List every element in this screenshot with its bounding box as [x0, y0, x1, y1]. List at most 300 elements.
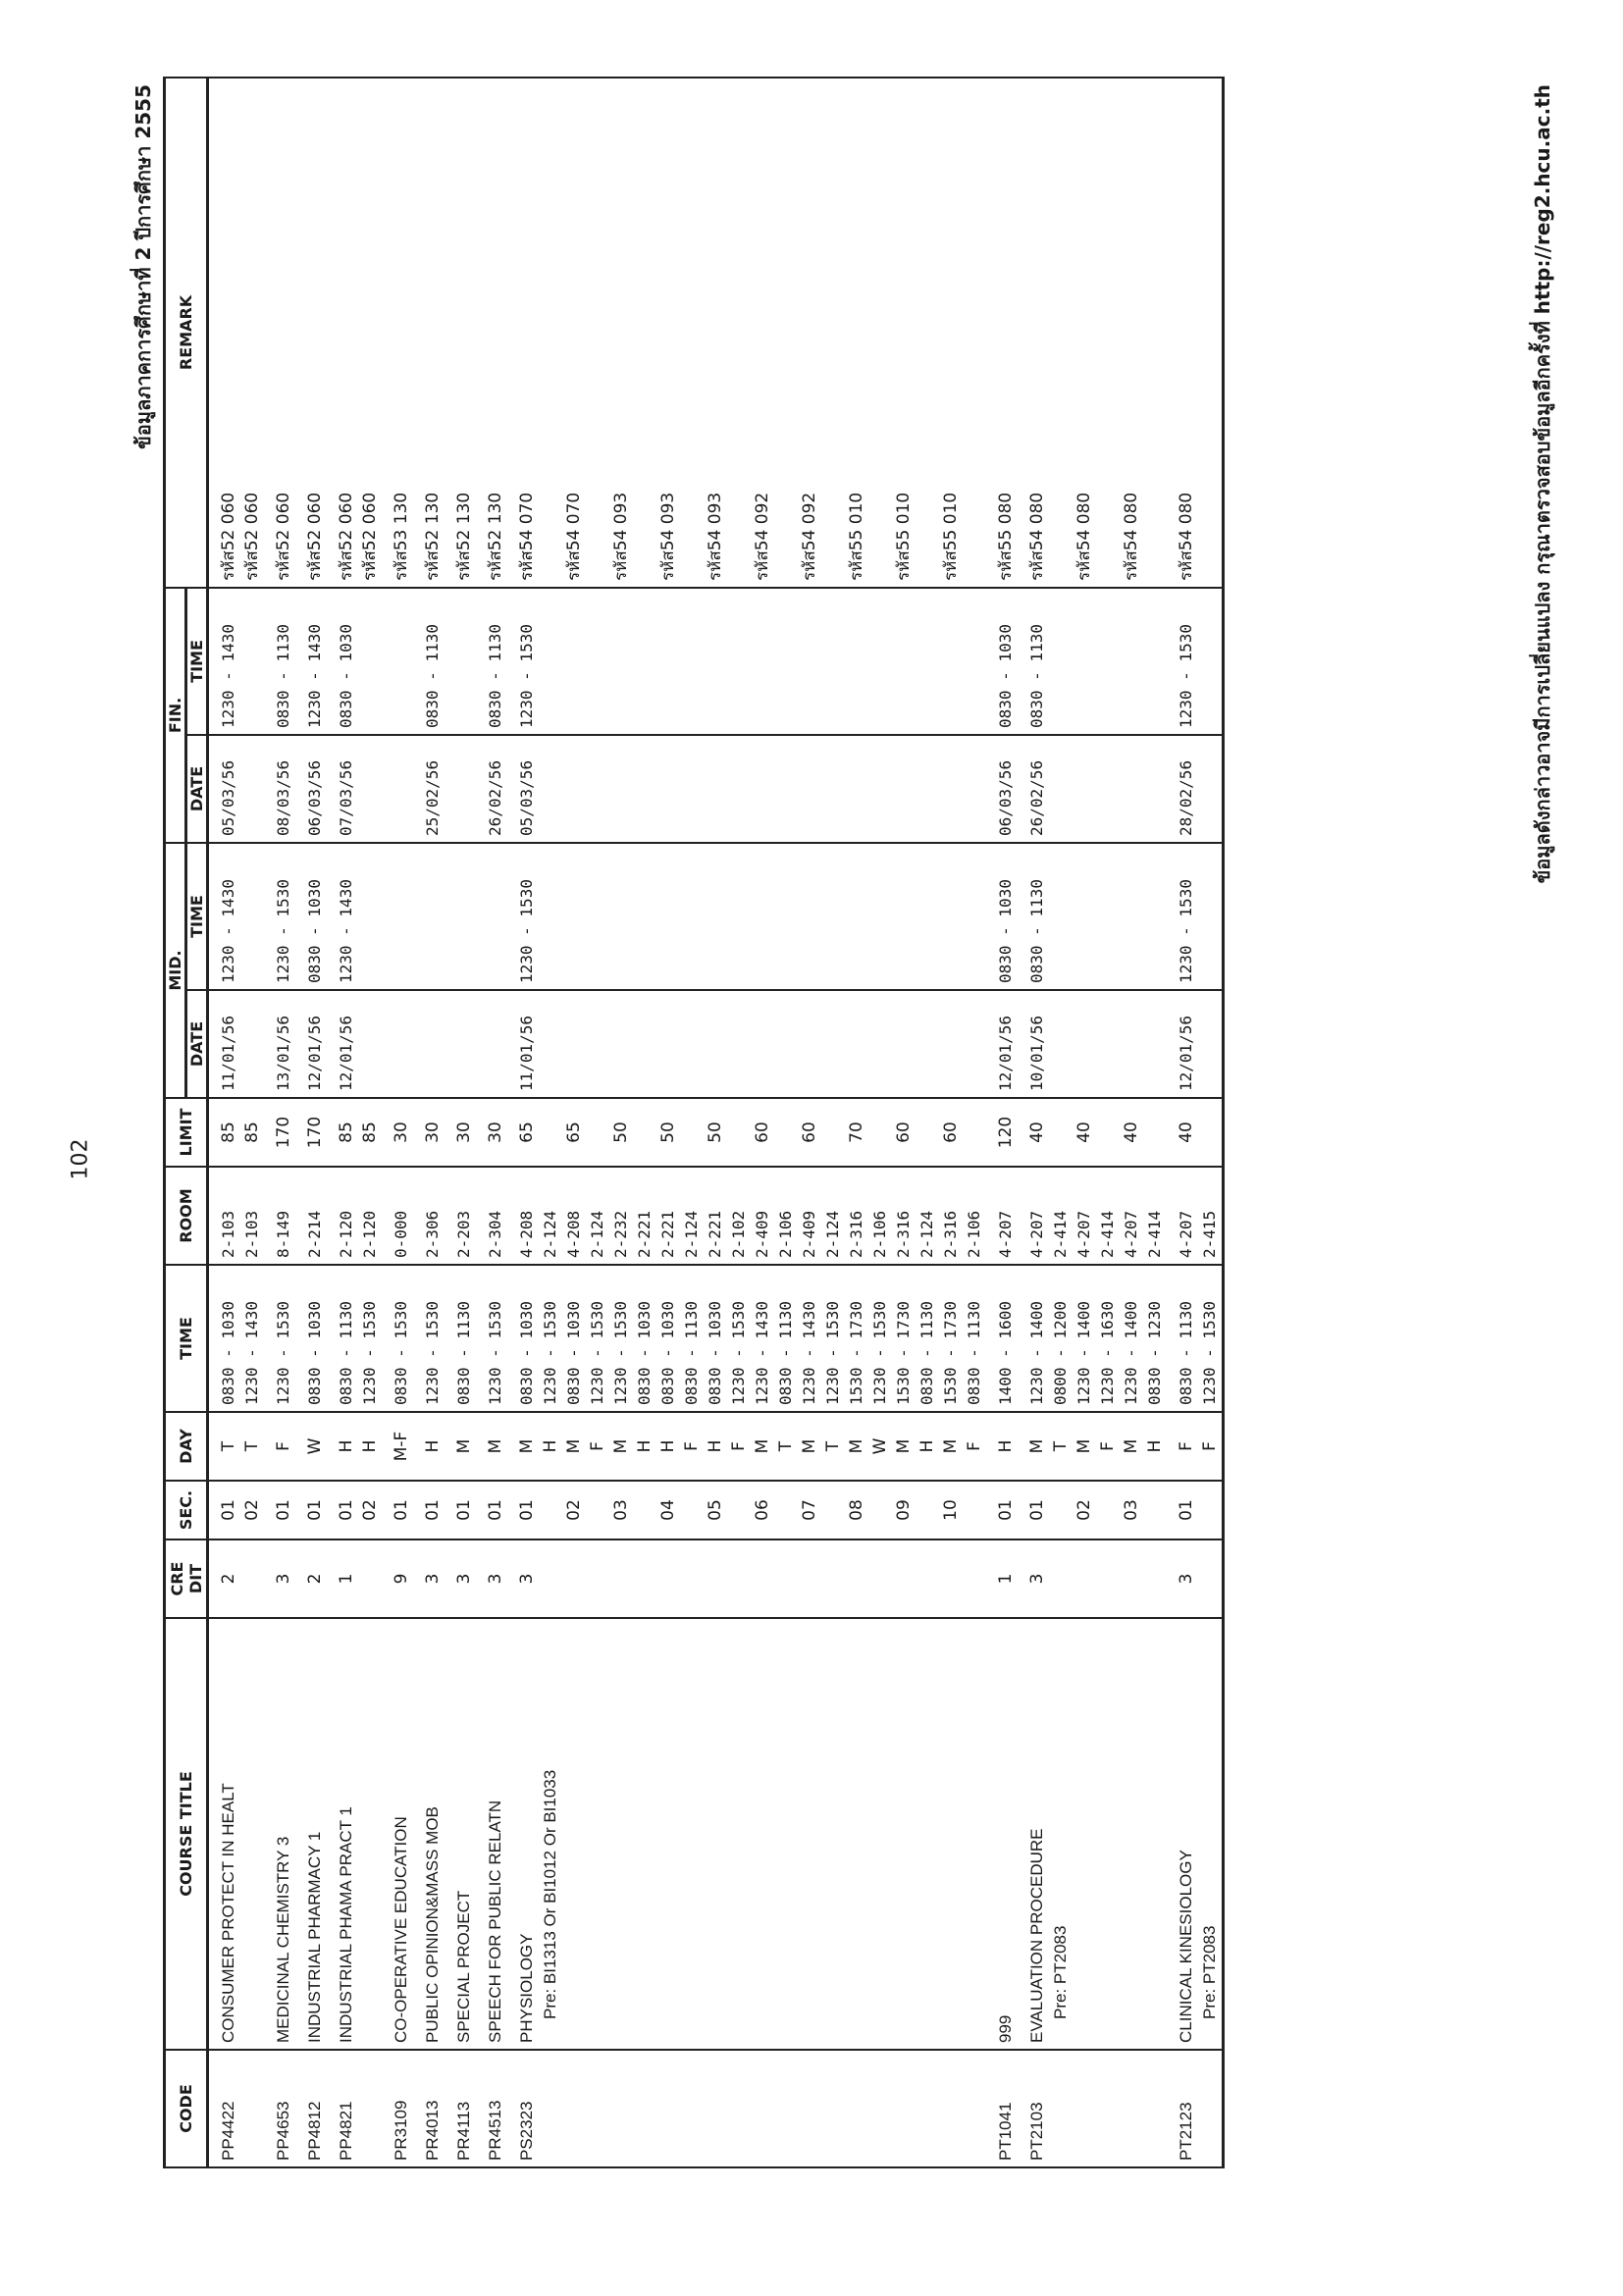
- cell-room: 2-316: [939, 1167, 963, 1265]
- cell-sec: [963, 1481, 986, 1539]
- cell-fin-date: [868, 735, 892, 843]
- cell-mid-time: 0830 - 1030: [986, 843, 1018, 990]
- table-row: [586, 78, 609, 2167]
- cell-fin-time: [656, 588, 680, 735]
- cell-limit: [916, 1098, 939, 1167]
- cell-credit: [656, 1539, 680, 1618]
- cell-title: PHYSIOLOGY: [507, 1618, 539, 2050]
- cell-mid-time: [1120, 843, 1143, 990]
- cell-mid-time: [939, 843, 963, 990]
- cell-remark: [539, 78, 562, 588]
- cell-room: 2-304: [476, 1167, 507, 1265]
- cell-sec: [1143, 1481, 1167, 1539]
- cell-code: [704, 2050, 727, 2167]
- table-row: [1198, 78, 1224, 2167]
- cell-limit: [774, 1098, 798, 1167]
- cell-room: 2-221: [656, 1167, 680, 1265]
- cell-day: F: [586, 1412, 609, 1481]
- cell-mid-time: [413, 843, 445, 990]
- cell-day: M: [445, 1412, 476, 1481]
- col-time-header: TIME: [165, 1265, 208, 1412]
- cell-mid-time: [774, 843, 798, 990]
- cell-room: 2-414: [1143, 1167, 1167, 1265]
- cell-sec: 01: [476, 1481, 507, 1539]
- cell-remark: รหัส54 080: [1167, 78, 1198, 588]
- cell-fin-date: [382, 735, 413, 843]
- cell-remark: [1049, 78, 1073, 588]
- cell-mid-date: 13/01/56: [264, 990, 295, 1098]
- cell-time: 1230 - 1530: [609, 1265, 633, 1412]
- cell-credit: [633, 1539, 656, 1618]
- cell-credit: 3: [507, 1539, 539, 1618]
- cell-mid-date: [562, 990, 586, 1098]
- cell-fin-time: [727, 588, 751, 735]
- cell-remark: [774, 78, 798, 588]
- table-row: [1049, 78, 1073, 2167]
- page-number: 102: [68, 1138, 93, 1180]
- cell-fin-date: [1073, 735, 1096, 843]
- cell-mid-time: [821, 843, 845, 990]
- cell-fin-time: 0830 - 1130: [1018, 588, 1049, 735]
- cell-limit: 30: [382, 1098, 413, 1167]
- cell-limit: [586, 1098, 609, 1167]
- cell-room: 2-214: [295, 1167, 327, 1265]
- cell-fin-date: [1049, 735, 1073, 843]
- cell-mid-date: [680, 990, 704, 1098]
- cell-title: EVALUATION PROCEDURE: [1018, 1618, 1049, 2050]
- cell-fin-time: [821, 588, 845, 735]
- cell-sec: 01: [986, 1481, 1018, 1539]
- cell-day: M: [1120, 1412, 1143, 1481]
- cell-code: [586, 2050, 609, 2167]
- cell-room: 2-124: [680, 1167, 704, 1265]
- cell-mid-time: [633, 843, 656, 990]
- cell-remark: [868, 78, 892, 588]
- cell-mid-time: [382, 843, 413, 990]
- cell-room: 2-103: [240, 1167, 264, 1265]
- cell-room: 2-102: [727, 1167, 751, 1265]
- cell-day: T: [1049, 1412, 1073, 1481]
- cell-room: 0-000: [382, 1167, 413, 1265]
- cell-mid-date: 11/01/56: [507, 990, 539, 1098]
- cell-day: H: [633, 1412, 656, 1481]
- cell-title: [1143, 1618, 1167, 2050]
- cell-credit: [845, 1539, 868, 1618]
- cell-fin-date: [704, 735, 727, 843]
- cell-title: [868, 1618, 892, 2050]
- table-row: [986, 78, 1018, 2167]
- col-remark-header: REMARK: [165, 78, 208, 588]
- cell-day: H: [358, 1412, 382, 1481]
- cell-day: T: [208, 1412, 241, 1481]
- cell-fin-time: [892, 588, 916, 735]
- table-row: [1073, 78, 1096, 2167]
- cell-time: 0830 - 1030: [507, 1265, 539, 1412]
- cell-remark: รหัส54 070: [507, 78, 539, 588]
- cell-room: 4-207: [1120, 1167, 1143, 1265]
- cell-fin-time: [963, 588, 986, 735]
- cell-room: 4-207: [1018, 1167, 1049, 1265]
- cell-fin-date: 07/03/56: [327, 735, 358, 843]
- cell-limit: 50: [656, 1098, 680, 1167]
- cell-mid-date: [445, 990, 476, 1098]
- cell-sec: 01: [208, 1481, 241, 1539]
- cell-limit: 65: [562, 1098, 586, 1167]
- cell-limit: [1049, 1098, 1073, 1167]
- cell-room: 2-106: [868, 1167, 892, 1265]
- cell-day: M: [1073, 1412, 1096, 1481]
- table-row: [1120, 78, 1143, 2167]
- cell-fin-time: [868, 588, 892, 735]
- cell-sec: [680, 1481, 704, 1539]
- cell-sec: 01: [413, 1481, 445, 1539]
- cell-mid-date: [1049, 990, 1073, 1098]
- col-mid-date-header: DATE: [186, 990, 208, 1098]
- cell-room: 4-207: [986, 1167, 1018, 1265]
- cell-title: [656, 1618, 680, 2050]
- cell-sec: [821, 1481, 845, 1539]
- cell-sec: 01: [507, 1481, 539, 1539]
- cell-mid-time: [1096, 843, 1120, 990]
- cell-mid-time: [1049, 843, 1073, 990]
- cell-mid-date: [939, 990, 963, 1098]
- cell-time: 1230 - 1430: [798, 1265, 821, 1412]
- cell-sec: 05: [704, 1481, 727, 1539]
- cell-time: 1230 - 1630: [1096, 1265, 1120, 1412]
- cell-title: INDUSTRIAL PHARMACY 1: [295, 1618, 327, 2050]
- cell-limit: [680, 1098, 704, 1167]
- cell-fin-time: [1120, 588, 1143, 735]
- cell-sec: [1049, 1481, 1073, 1539]
- cell-sec: 01: [295, 1481, 327, 1539]
- cell-room: 8-149: [264, 1167, 295, 1265]
- cell-fin-time: 1230 - 1530: [507, 588, 539, 735]
- cell-remark: [916, 78, 939, 588]
- cell-mid-time: [892, 843, 916, 990]
- cell-sec: [1096, 1481, 1120, 1539]
- cell-remark: รหัส54 080: [1120, 78, 1143, 588]
- cell-remark: รหัส55 010: [845, 78, 868, 588]
- cell-mid-date: [821, 990, 845, 1098]
- cell-fin-date: [656, 735, 680, 843]
- cell-fin-date: [609, 735, 633, 843]
- cell-title: [562, 1618, 586, 2050]
- cell-sec: 04: [656, 1481, 680, 1539]
- cell-time: 0830 - 1030: [633, 1265, 656, 1412]
- cell-time: 1400 - 1600: [986, 1265, 1018, 1412]
- table-row: [916, 78, 939, 2167]
- cell-sec: [727, 1481, 751, 1539]
- cell-day: T: [774, 1412, 798, 1481]
- cell-credit: [1096, 1539, 1120, 1618]
- cell-credit: 3: [1167, 1539, 1198, 1618]
- cell-limit: 85: [327, 1098, 358, 1167]
- table-row: [727, 78, 751, 2167]
- cell-fin-date: [939, 735, 963, 843]
- cell-room: 2-316: [845, 1167, 868, 1265]
- cell-room: 2-409: [751, 1167, 774, 1265]
- cell-mid-time: [586, 843, 609, 990]
- cell-day: F: [963, 1412, 986, 1481]
- cell-sec: 01: [264, 1481, 295, 1539]
- cell-mid-time: [1198, 843, 1224, 990]
- table-row: [868, 78, 892, 2167]
- cell-day: F: [1198, 1412, 1224, 1481]
- cell-room: 2-120: [327, 1167, 358, 1265]
- cell-day: F: [264, 1412, 295, 1481]
- cell-time: 1230 - 1400: [1120, 1265, 1143, 1412]
- table-row: [1018, 78, 1049, 2167]
- cell-day: M: [892, 1412, 916, 1481]
- cell-code: PP4821: [327, 2050, 358, 2167]
- cell-mid-date: [1073, 990, 1096, 1098]
- cell-sec: 03: [609, 1481, 633, 1539]
- cell-credit: 2: [208, 1539, 241, 1618]
- cell-fin-time: 1230 - 1430: [295, 588, 327, 735]
- cell-room: 2-409: [798, 1167, 821, 1265]
- cell-code: PT1041: [986, 2050, 1018, 2167]
- cell-day: H: [539, 1412, 562, 1481]
- cell-code: [963, 2050, 986, 2167]
- cell-fin-date: [633, 735, 656, 843]
- col-fin-header: FIN.: [165, 588, 186, 843]
- cell-credit: [1049, 1539, 1073, 1618]
- cell-credit: [358, 1539, 382, 1618]
- semester-header-text: ข้อมูลภาคการศึกษาที่ 2 ปีการศึกษา 2555: [131, 84, 155, 449]
- cell-mid-date: [1096, 990, 1120, 1098]
- cell-sec: [586, 1481, 609, 1539]
- cell-limit: 30: [413, 1098, 445, 1167]
- cell-fin-date: [358, 735, 382, 843]
- cell-code: PR4113: [445, 2050, 476, 2167]
- cell-remark: [821, 78, 845, 588]
- cell-room: 2-316: [892, 1167, 916, 1265]
- cell-time: 1230 - 1400: [1073, 1265, 1096, 1412]
- cell-mid-date: [774, 990, 798, 1098]
- cell-code: [727, 2050, 751, 2167]
- cell-credit: 3: [413, 1539, 445, 1618]
- cell-mid-time: [680, 843, 704, 990]
- cell-title: CLINICAL KINESIOLOGY: [1167, 1618, 1198, 2050]
- table-row: [751, 78, 774, 2167]
- cell-day: F: [1167, 1412, 1198, 1481]
- table-row: [264, 78, 295, 2167]
- cell-day: M: [751, 1412, 774, 1481]
- cell-mid-date: [798, 990, 821, 1098]
- cell-credit: [680, 1539, 704, 1618]
- cell-title: Pre: PT2083: [1198, 1618, 1224, 2050]
- cell-fin-date: [774, 735, 798, 843]
- cell-sec: [539, 1481, 562, 1539]
- cell-code: [845, 2050, 868, 2167]
- cell-room: 2-120: [358, 1167, 382, 1265]
- cell-code: PP4653: [264, 2050, 295, 2167]
- cell-title: [1096, 1618, 1120, 2050]
- cell-code: [868, 2050, 892, 2167]
- cell-day: M: [507, 1412, 539, 1481]
- cell-mid-time: [868, 843, 892, 990]
- table-row: [327, 78, 358, 2167]
- cell-credit: [751, 1539, 774, 1618]
- cell-sec: 02: [1073, 1481, 1096, 1539]
- cell-code: [609, 2050, 633, 2167]
- cell-fin-date: 06/03/56: [295, 735, 327, 843]
- cell-room: 2-124: [539, 1167, 562, 1265]
- cell-mid-date: [382, 990, 413, 1098]
- cell-remark: รหัส52 060: [295, 78, 327, 588]
- cell-room: 2-414: [1096, 1167, 1120, 1265]
- cell-code: [798, 2050, 821, 2167]
- cell-sec: 03: [1120, 1481, 1143, 1539]
- cell-fin-date: [240, 735, 264, 843]
- cell-remark: รหัส52 060: [240, 78, 264, 588]
- cell-credit: [704, 1539, 727, 1618]
- cell-mid-date: 12/01/56: [986, 990, 1018, 1098]
- cell-credit: 1: [327, 1539, 358, 1618]
- cell-fin-date: [751, 735, 774, 843]
- cell-mid-date: [704, 990, 727, 1098]
- cell-credit: [727, 1539, 751, 1618]
- cell-limit: 85: [240, 1098, 264, 1167]
- cell-credit: [240, 1539, 264, 1618]
- cell-mid-time: [562, 843, 586, 990]
- table-row: [1096, 78, 1120, 2167]
- cell-code: PT2123: [1167, 2050, 1198, 2167]
- cell-limit: 60: [939, 1098, 963, 1167]
- cell-mid-time: [1143, 843, 1167, 990]
- cell-credit: [939, 1539, 963, 1618]
- cell-credit: 9: [382, 1539, 413, 1618]
- cell-code: PT2103: [1018, 2050, 1049, 2167]
- cell-fin-time: [751, 588, 774, 735]
- cell-remark: รหัส52 060: [208, 78, 241, 588]
- cell-fin-date: 26/02/56: [1018, 735, 1049, 843]
- cell-room: 2-106: [963, 1167, 986, 1265]
- cell-time: 0830 - 1030: [704, 1265, 727, 1412]
- table-row: [476, 78, 507, 2167]
- cell-sec: 09: [892, 1481, 916, 1539]
- table-row: [633, 78, 656, 2167]
- table-row: [445, 78, 476, 2167]
- table-row: [358, 78, 382, 2167]
- cell-fin-time: [774, 588, 798, 735]
- cell-code: [633, 2050, 656, 2167]
- cell-credit: [774, 1539, 798, 1618]
- cell-fin-time: [562, 588, 586, 735]
- cell-day: M: [1018, 1412, 1049, 1481]
- cell-mid-date: [1198, 990, 1224, 1098]
- cell-remark: รหัส55 010: [939, 78, 963, 588]
- cell-remark: รหัส52 130: [445, 78, 476, 588]
- cell-time: 1230 - 1530: [413, 1265, 445, 1412]
- cell-fin-time: [939, 588, 963, 735]
- cell-title: [609, 1618, 633, 2050]
- cell-room: 2-221: [704, 1167, 727, 1265]
- cell-credit: [539, 1539, 562, 1618]
- cell-time: 0830 - 1030: [208, 1265, 241, 1412]
- cell-mid-date: [240, 990, 264, 1098]
- cell-time: 0830 - 1030: [562, 1265, 586, 1412]
- cell-code: PR3109: [382, 2050, 413, 2167]
- cell-title: [633, 1618, 656, 2050]
- cell-sec: 01: [382, 1481, 413, 1539]
- table-row: [1167, 78, 1198, 2167]
- cell-credit: [916, 1539, 939, 1618]
- cell-sec: 01: [1018, 1481, 1049, 1539]
- cell-fin-date: [562, 735, 586, 843]
- cell-mid-time: [240, 843, 264, 990]
- cell-fin-time: [798, 588, 821, 735]
- cell-remark: รหัส52 130: [476, 78, 507, 588]
- cell-mid-time: 1230 - 1530: [264, 843, 295, 990]
- cell-title: [751, 1618, 774, 2050]
- cell-fin-date: [892, 735, 916, 843]
- cell-time: 1230 - 1530: [476, 1265, 507, 1412]
- cell-fin-time: [633, 588, 656, 735]
- cell-room: 2-221: [633, 1167, 656, 1265]
- cell-room: 2-124: [586, 1167, 609, 1265]
- cell-room: 2-203: [445, 1167, 476, 1265]
- cell-remark: [727, 78, 751, 588]
- cell-day: F: [1096, 1412, 1120, 1481]
- table-row: [413, 78, 445, 2167]
- cell-mid-time: 1230 - 1430: [208, 843, 241, 990]
- col-code-header: CODE: [165, 2050, 208, 2167]
- cell-fin-date: 06/03/56: [986, 735, 1018, 843]
- cell-mid-date: 11/01/56: [208, 990, 241, 1098]
- cell-mid-date: [892, 990, 916, 1098]
- cell-limit: [1198, 1098, 1224, 1167]
- cell-fin-date: 05/03/56: [208, 735, 241, 843]
- cell-mid-time: [727, 843, 751, 990]
- cell-title: [680, 1618, 704, 2050]
- cell-time: 0830 - 1130: [916, 1265, 939, 1412]
- cell-title: MEDICINAL CHEMISTRY 3: [264, 1618, 295, 2050]
- table-row: [507, 78, 539, 2167]
- cell-code: [751, 2050, 774, 2167]
- cell-fin-date: 08/03/56: [264, 735, 295, 843]
- cell-code: [916, 2050, 939, 2167]
- cell-fin-time: [680, 588, 704, 735]
- cell-sec: [916, 1481, 939, 1539]
- cell-code: [939, 2050, 963, 2167]
- disclaimer-text: ข้อมูลดังกล่าวอาจมีการเปลี่ยนแปลง กรุณาตรวจสอบข้อมูลอีกครั้งที่ http://reg2.hcu.ac.th: [1531, 84, 1554, 884]
- cell-remark: [1198, 78, 1224, 588]
- cell-room: 2-414: [1049, 1167, 1073, 1265]
- cell-remark: รหัส53 130: [382, 78, 413, 588]
- cell-room: 4-208: [562, 1167, 586, 1265]
- cell-limit: 85: [358, 1098, 382, 1167]
- cell-code: [1143, 2050, 1167, 2167]
- cell-remark: รหัส54 070: [562, 78, 586, 588]
- cell-time: 0830 - 1030: [295, 1265, 327, 1412]
- cell-fin-time: [240, 588, 264, 735]
- cell-mid-date: [358, 990, 382, 1098]
- cell-title: [240, 1618, 264, 2050]
- cell-remark: รหัส54 093: [609, 78, 633, 588]
- cell-day: M-F: [382, 1412, 413, 1481]
- cell-limit: [963, 1098, 986, 1167]
- cell-room: 2-232: [609, 1167, 633, 1265]
- cell-fin-date: 28/02/56: [1167, 735, 1198, 843]
- cell-title: [358, 1618, 382, 2050]
- cell-limit: [633, 1098, 656, 1167]
- cell-sec: 10: [939, 1481, 963, 1539]
- cell-limit: 170: [295, 1098, 327, 1167]
- cell-day: M: [476, 1412, 507, 1481]
- col-mid-header: MID.: [165, 843, 186, 1098]
- cell-remark: รหัส54 093: [656, 78, 680, 588]
